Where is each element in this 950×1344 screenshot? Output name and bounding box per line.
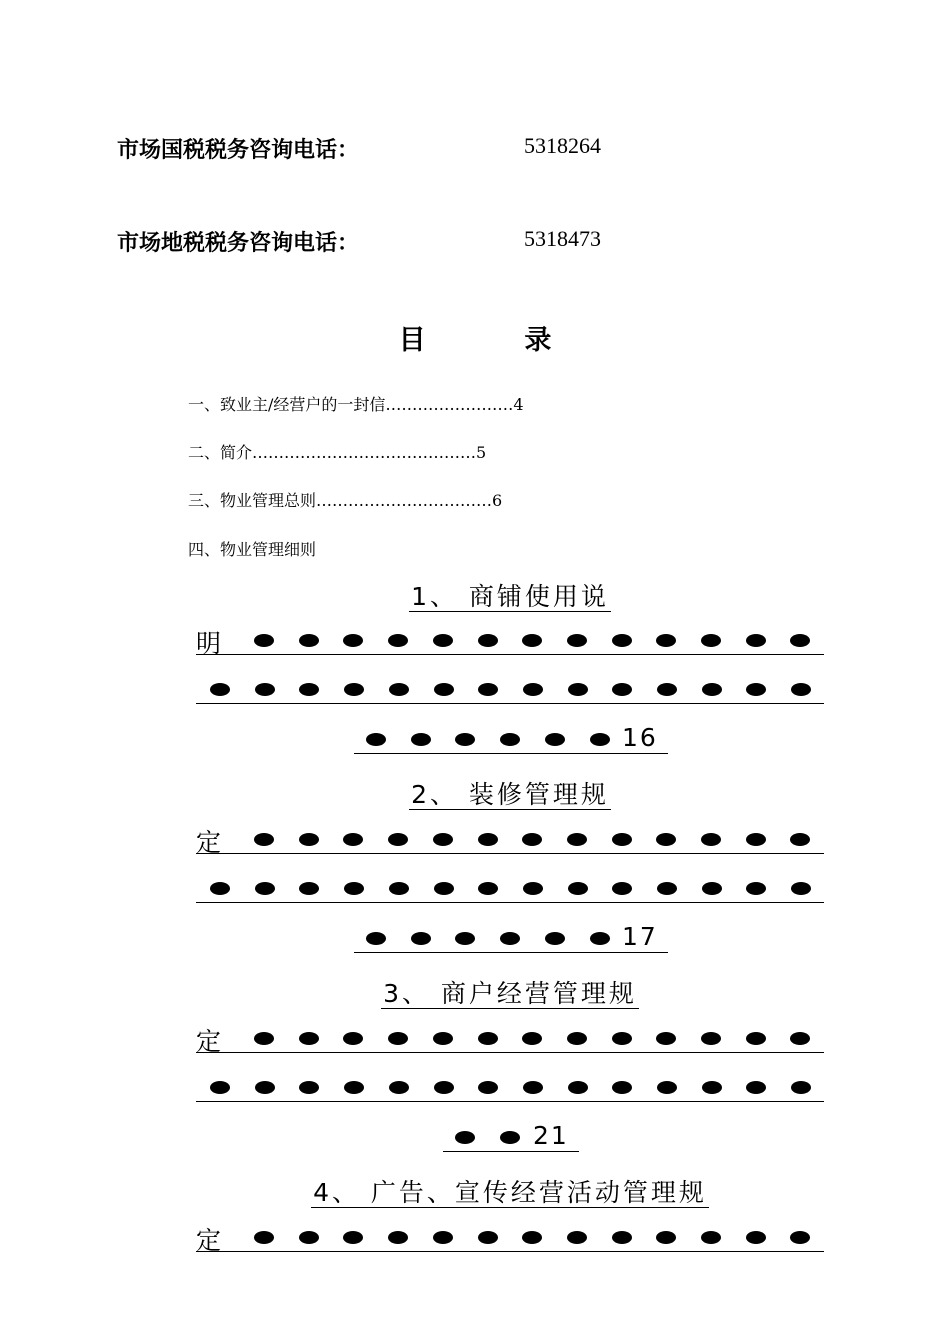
subitem-lead-char: 明 (196, 629, 222, 658)
leader-dot (478, 1081, 498, 1094)
leader-dot (343, 634, 363, 647)
leader-dot (210, 882, 230, 895)
leader-dot (388, 1231, 408, 1244)
toc-item: 四、物业管理细则 (188, 540, 317, 559)
leader-dot (790, 1032, 810, 1045)
toc-subitem-heading (196, 1173, 824, 1209)
leader-dot (702, 1081, 722, 1094)
leader-dot (545, 932, 565, 945)
leader-dot (434, 683, 454, 696)
phone-row-local (117, 226, 601, 257)
leader-dot (701, 1231, 721, 1244)
toc-dot-leader (196, 1071, 824, 1102)
leader-dot (612, 683, 632, 696)
phone-row-national (117, 133, 601, 164)
leader-dot (612, 634, 632, 647)
leader-dot (434, 882, 454, 895)
subitem-lead-char: 定 (196, 828, 222, 857)
leader-dot (254, 634, 274, 647)
leader-dot (478, 1032, 498, 1045)
leader-dot (210, 1081, 230, 1094)
leader-dot (746, 882, 766, 895)
leader-dot (791, 1081, 811, 1094)
toc-dot-leader (196, 1221, 824, 1255)
leader-dot (790, 833, 810, 846)
leader-dot (254, 1231, 274, 1244)
leader-dot (657, 1081, 677, 1094)
toc-dot-leader (196, 624, 824, 658)
toc-dot-leader (196, 823, 824, 857)
leader-dot (388, 634, 408, 647)
leader-dot (746, 683, 766, 696)
leader-dot (433, 1032, 453, 1045)
phone-number: 5318264 (524, 133, 601, 158)
leader-dot (567, 1231, 587, 1244)
toc-subitem-heading (196, 577, 824, 613)
leader-dot (702, 683, 722, 696)
leader-dot (455, 733, 475, 746)
leader-dot (746, 1231, 766, 1244)
leader-dot (522, 1231, 542, 1244)
toc-dot-leader-tail (354, 723, 668, 754)
leader-dot (299, 634, 319, 647)
leader-dot (389, 882, 409, 895)
leader-dot (210, 683, 230, 696)
leader-dot (299, 1231, 319, 1244)
toc-dot-leader-tail (354, 922, 668, 953)
leader-dot (411, 733, 431, 746)
subitem-lead-char: 定 (196, 1027, 222, 1056)
leader-dot (344, 882, 364, 895)
leader-dot (612, 882, 632, 895)
leader-dot (522, 833, 542, 846)
leader-dot (522, 634, 542, 647)
toc-item: 二、简介……………………………………5 (188, 443, 487, 462)
leader-dot (434, 1081, 454, 1094)
leader-dot (455, 932, 475, 945)
leader-dot (790, 1231, 810, 1244)
leader-dot (701, 833, 721, 846)
leader-dot (455, 1131, 475, 1144)
leader-dot (478, 683, 498, 696)
leader-dot (255, 882, 275, 895)
leader-dot (478, 882, 498, 895)
leader-dot (343, 1231, 363, 1244)
leader-dot (255, 1081, 275, 1094)
leader-dot (255, 683, 275, 696)
subitem-heading-text: 2、 装修管理规 (411, 780, 609, 809)
leader-dot (790, 634, 810, 647)
page-number: 16 (622, 723, 658, 752)
leader-dot (254, 833, 274, 846)
leader-dot (523, 882, 543, 895)
leader-dot (746, 833, 766, 846)
leader-dot (791, 882, 811, 895)
leader-dot (366, 932, 386, 945)
toc-item: 三、物业管理总则……………………………6 (188, 491, 503, 510)
leader-dot (567, 634, 587, 647)
leader-dot (567, 1032, 587, 1045)
leader-dot (657, 683, 677, 696)
leader-dot (568, 1081, 588, 1094)
leader-dot (612, 1081, 632, 1094)
leader-dot (411, 932, 431, 945)
leader-dot (254, 1032, 274, 1045)
toc-dot-leader (196, 872, 824, 903)
leader-dot (746, 634, 766, 647)
toc-item: 一、致业主/经营户的一封信……………………4 (188, 395, 524, 414)
leader-dot (299, 882, 319, 895)
subitem-heading-text: 3、 商户经营管理规 (383, 979, 637, 1008)
leader-dot (344, 1081, 364, 1094)
leader-dot (500, 733, 520, 746)
leader-dot (299, 833, 319, 846)
leader-dot (523, 1081, 543, 1094)
leader-dot (657, 882, 677, 895)
leader-dot (701, 634, 721, 647)
leader-dot (500, 932, 520, 945)
leader-dot (388, 833, 408, 846)
leader-dot (791, 683, 811, 696)
leader-dot (746, 1081, 766, 1094)
leader-dot (478, 1231, 498, 1244)
toc-subitem-heading (196, 775, 824, 811)
subitem-heading-text: 1、 商铺使用说 (411, 582, 609, 611)
toc-subitem-heading (196, 974, 824, 1010)
leader-dot (433, 1231, 453, 1244)
leader-dot (343, 833, 363, 846)
leader-dot (500, 1131, 520, 1144)
leader-dot (433, 833, 453, 846)
toc-title-char: 目 (398, 325, 426, 356)
leader-dot (478, 634, 498, 647)
leader-dot (590, 932, 610, 945)
leader-dot (343, 1032, 363, 1045)
leader-dot (590, 733, 610, 746)
leader-dot (522, 1032, 542, 1045)
leader-dot (478, 833, 498, 846)
toc-dot-leader-tail (443, 1121, 579, 1152)
subitem-heading-text: 4、 广告、宣传经营活动管理规 (313, 1178, 707, 1207)
leader-dot (366, 733, 386, 746)
leader-dot (299, 683, 319, 696)
leader-dot (568, 882, 588, 895)
page-number: 21 (533, 1121, 569, 1150)
leader-dot (344, 683, 364, 696)
leader-dot (612, 1032, 632, 1045)
leader-dot (746, 1032, 766, 1045)
leader-dot (389, 683, 409, 696)
leader-dot (388, 1032, 408, 1045)
leader-dot (433, 634, 453, 647)
leader-dot (702, 882, 722, 895)
leader-dot (656, 634, 676, 647)
toc-title (0, 318, 950, 357)
leader-dot (701, 1032, 721, 1045)
toc-dot-leader (196, 1022, 824, 1056)
leader-dot (656, 1231, 676, 1244)
leader-dot (389, 1081, 409, 1094)
toc-title-char: 录 (524, 325, 552, 356)
leader-dot (656, 833, 676, 846)
leader-dot (567, 833, 587, 846)
phone-label: 市场地税税务咨询电话： (117, 230, 360, 256)
leader-dot (523, 683, 543, 696)
leader-dot (299, 1081, 319, 1094)
phone-label: 市场国税税务咨询电话： (117, 137, 360, 163)
leader-dot (545, 733, 565, 746)
subitem-lead-char: 定 (196, 1226, 222, 1255)
leader-dot (656, 1032, 676, 1045)
leader-dot (568, 683, 588, 696)
leader-dot (299, 1032, 319, 1045)
leader-dot (612, 833, 632, 846)
leader-dot (612, 1231, 632, 1244)
page-number: 17 (622, 922, 658, 951)
phone-number: 5318473 (524, 226, 601, 251)
toc-dot-leader (196, 673, 824, 704)
